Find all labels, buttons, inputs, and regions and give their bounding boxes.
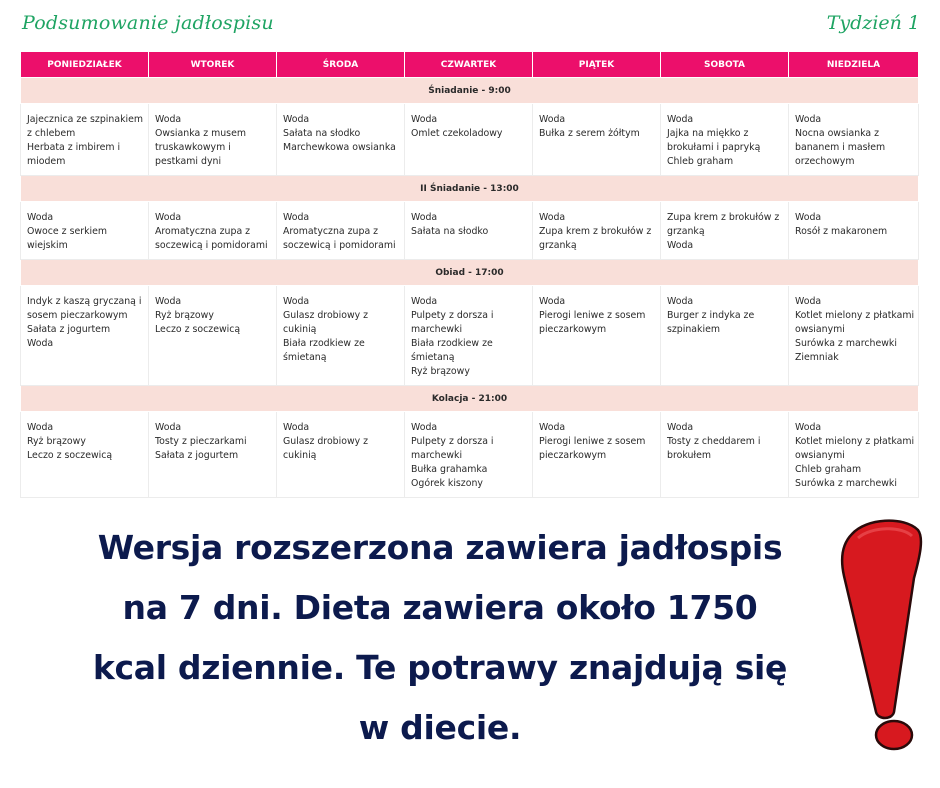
- menu-item: Owoce z serkiem: [27, 226, 108, 237]
- menu-item: Woda: [155, 422, 182, 433]
- day-header-sunday: NIEDZIELA: [789, 52, 919, 78]
- menu-item: Gulasz drobiowy z: [283, 436, 369, 447]
- menu-item: pieczarkowym: [539, 324, 607, 335]
- menu-item: marchewki: [411, 324, 463, 335]
- menu-item: Biała rzodkiew ze: [411, 338, 493, 349]
- menu-item: Woda: [155, 296, 182, 307]
- menu-item: Leczo z soczewicą: [27, 450, 113, 461]
- menu-cell: [21, 286, 149, 386]
- menu-cell: [533, 412, 661, 498]
- menu-item: Woda: [667, 296, 694, 307]
- menu-item: brokułami i papryką: [667, 142, 761, 153]
- day-header-row: [21, 52, 919, 78]
- menu-item: orzechowym: [795, 156, 855, 167]
- menu-item: Woda: [411, 422, 438, 433]
- menu-cell: [277, 412, 405, 498]
- menu-item: Tosty z pieczarkami: [155, 436, 247, 447]
- menu-item: grzanką: [539, 240, 577, 251]
- menu-item: Woda: [411, 296, 438, 307]
- menu-item: Woda: [667, 240, 694, 251]
- menu-item: Zupa krem z brokułów z: [539, 226, 652, 237]
- menu-cell: [533, 202, 661, 260]
- menu-cell: [149, 202, 277, 260]
- week-label: Tydzień 1: [826, 12, 920, 34]
- menu-item: Zupa krem z brokułów z: [667, 212, 780, 223]
- menu-item: Woda: [539, 422, 566, 433]
- menu-item: Woda: [283, 114, 310, 125]
- menu-item: Bułka z serem żółtym: [539, 128, 640, 139]
- menu-cell: [789, 104, 919, 176]
- menu-item: Woda: [155, 212, 182, 223]
- menu-item: Pulpety z dorsza i: [411, 436, 494, 447]
- menu-cell: [21, 202, 149, 260]
- menu-item: Pulpety z dorsza i: [411, 310, 494, 321]
- menu-item: Ryż brązowy: [155, 310, 214, 321]
- menu-item: Jajecznica ze szpinakiem: [27, 114, 144, 125]
- menu-cell: [277, 286, 405, 386]
- menu-item: Woda: [795, 422, 822, 433]
- menu-item: Pierogi leniwe z sosem: [539, 436, 646, 447]
- menu-cell: [405, 412, 533, 498]
- menu-item: soczewicą i pomidorami: [155, 240, 268, 251]
- menu-item: Sałata z jogurtem: [27, 324, 111, 335]
- page-title: Podsumowanie jadłospisu: [22, 12, 274, 34]
- info-message: [30, 518, 850, 758]
- menu-item: Woda: [283, 296, 310, 307]
- menu-item: śmietaną: [411, 352, 455, 363]
- meal-label: Obiad - 17:00: [21, 260, 919, 286]
- menu-cell: [661, 412, 789, 498]
- meal-row: [21, 78, 919, 104]
- meal-row: [21, 176, 919, 202]
- menu-item: Marchewkowa owsianka: [283, 142, 396, 153]
- menu-item: wiejskim: [27, 240, 68, 251]
- menu-item: truskawkowym i: [155, 142, 231, 153]
- menu-item: Herbata z imbirem i: [27, 142, 121, 153]
- menu-item: Woda: [283, 422, 310, 433]
- menu-cell: [277, 202, 405, 260]
- menu-item: Aromatyczna zupa z: [155, 226, 251, 237]
- meal-label: Kolacja - 21:00: [21, 386, 919, 412]
- menu-item: Jajka na miękko z: [667, 128, 749, 139]
- menu-item: Rosół z makaronem: [795, 226, 888, 237]
- menu-item: sosem pieczarkowym: [27, 310, 128, 321]
- menu-cell: [21, 104, 149, 176]
- exclamation-mark-icon: [832, 516, 928, 756]
- menu-cell: [533, 286, 661, 386]
- menu-item: Surówka z marchewki: [795, 338, 897, 349]
- menu-item: cukinią: [283, 450, 317, 461]
- menu-item: Kotlet mielony z płatkami: [795, 310, 915, 321]
- menu-item: Nocna owsianka z: [795, 128, 880, 139]
- menu-item: Woda: [667, 422, 694, 433]
- meal-label: II Śniadanie - 13:00: [21, 176, 919, 202]
- table-row: [21, 202, 919, 260]
- menu-cell: [661, 286, 789, 386]
- table-row: [21, 412, 919, 498]
- menu-item: Leczo z soczewicą: [155, 324, 241, 335]
- day-header-friday: PIĄTEK: [533, 52, 661, 78]
- menu-item: Woda: [155, 114, 182, 125]
- menu-item: grzanką: [667, 226, 705, 237]
- menu-item: Sałata z jogurtem: [155, 450, 239, 461]
- menu-item: Ryż brązowy: [27, 436, 86, 447]
- menu-cell: [661, 202, 789, 260]
- menu-item: Woda: [411, 114, 438, 125]
- menu-cell: [405, 202, 533, 260]
- menu-item: pestkami dyni: [155, 156, 222, 167]
- menu-item: owsianymi: [795, 324, 845, 335]
- meal-row: [21, 260, 919, 286]
- day-header-saturday: SOBOTA: [661, 52, 789, 78]
- menu-cell: [789, 412, 919, 498]
- menu-item: Ryż brązowy: [411, 366, 470, 377]
- message-line: Wersja rozszerzona zawiera jadłospis: [97, 528, 783, 567]
- menu-item: Bułka grahamka: [411, 464, 488, 475]
- meal-plan-table: [20, 51, 919, 498]
- menu-item: Woda: [539, 212, 566, 223]
- menu-item: Woda: [283, 212, 310, 223]
- meal-label: Śniadanie - 9:00: [21, 78, 919, 104]
- menu-cell: [149, 286, 277, 386]
- menu-item: z chlebem: [27, 128, 76, 139]
- menu-cell: [405, 104, 533, 176]
- day-header-tuesday: WTOREK: [149, 52, 277, 78]
- menu-item: Chleb graham: [795, 464, 862, 475]
- menu-item: Ogórek kiszony: [411, 478, 483, 489]
- menu-item: Surówka z marchewki: [795, 478, 897, 489]
- message-line: w diecie.: [358, 708, 522, 747]
- menu-item: Woda: [411, 212, 438, 223]
- menu-item: brokułem: [667, 450, 711, 461]
- menu-item: Ziemniak: [795, 352, 839, 363]
- menu-item: Woda: [27, 422, 54, 433]
- menu-item: marchewki: [411, 450, 463, 461]
- menu-item: Omlet czekoladowy: [411, 128, 503, 139]
- menu-item: Woda: [539, 296, 566, 307]
- menu-item: Chleb graham: [667, 156, 734, 167]
- menu-cell: [149, 104, 277, 176]
- menu-cell: [533, 104, 661, 176]
- menu-item: Gulasz drobiowy z: [283, 310, 369, 321]
- menu-item: Woda: [795, 212, 822, 223]
- menu-cell: [661, 104, 789, 176]
- meal-row: [21, 386, 919, 412]
- menu-item: Biała rzodkiew ze: [283, 338, 365, 349]
- day-header-thursday: CZWARTEK: [405, 52, 533, 78]
- menu-item: Burger z indyka ze: [667, 310, 755, 321]
- menu-item: Sałata na słodko: [411, 226, 489, 237]
- menu-cell: [277, 104, 405, 176]
- menu-cell: [21, 412, 149, 498]
- menu-item: Woda: [795, 296, 822, 307]
- table-row: [21, 286, 919, 386]
- table-row: [21, 104, 919, 176]
- menu-cell: [405, 286, 533, 386]
- menu-item: owsianymi: [795, 450, 845, 461]
- menu-item: Kotlet mielony z płatkami: [795, 436, 915, 447]
- menu-item: Aromatyczna zupa z: [283, 226, 379, 237]
- day-header-monday: PONIEDZIAŁEK: [21, 52, 149, 78]
- menu-cell: [789, 286, 919, 386]
- menu-cell: [789, 202, 919, 260]
- menu-item: cukinią: [283, 324, 317, 335]
- menu-item: bananem i masłem: [795, 142, 886, 153]
- menu-item: śmietaną: [283, 352, 327, 363]
- menu-item: Woda: [795, 114, 822, 125]
- menu-item: Woda: [27, 338, 54, 349]
- menu-item: szpinakiem: [667, 324, 720, 335]
- menu-item: Indyk z kaszą gryczaną i: [27, 296, 142, 307]
- message-line: kcal dziennie. Te potrawy znajdują się: [92, 648, 788, 687]
- menu-item: miodem: [27, 156, 66, 167]
- menu-item: Pierogi leniwe z sosem: [539, 310, 646, 321]
- menu-item: Owsianka z musem: [155, 128, 246, 139]
- menu-item: Tosty z cheddarem i: [667, 436, 761, 447]
- menu-item: Woda: [667, 114, 694, 125]
- menu-item: Sałata na słodko: [283, 128, 361, 139]
- message-line: na 7 dni. Dieta zawiera około 1750: [122, 588, 758, 627]
- menu-item: Woda: [539, 114, 566, 125]
- menu-cell: [149, 412, 277, 498]
- day-header-wednesday: ŚRODA: [277, 52, 405, 78]
- menu-item: soczewicą i pomidorami: [283, 240, 396, 251]
- menu-item: Woda: [27, 212, 54, 223]
- menu-item: pieczarkowym: [539, 450, 607, 461]
